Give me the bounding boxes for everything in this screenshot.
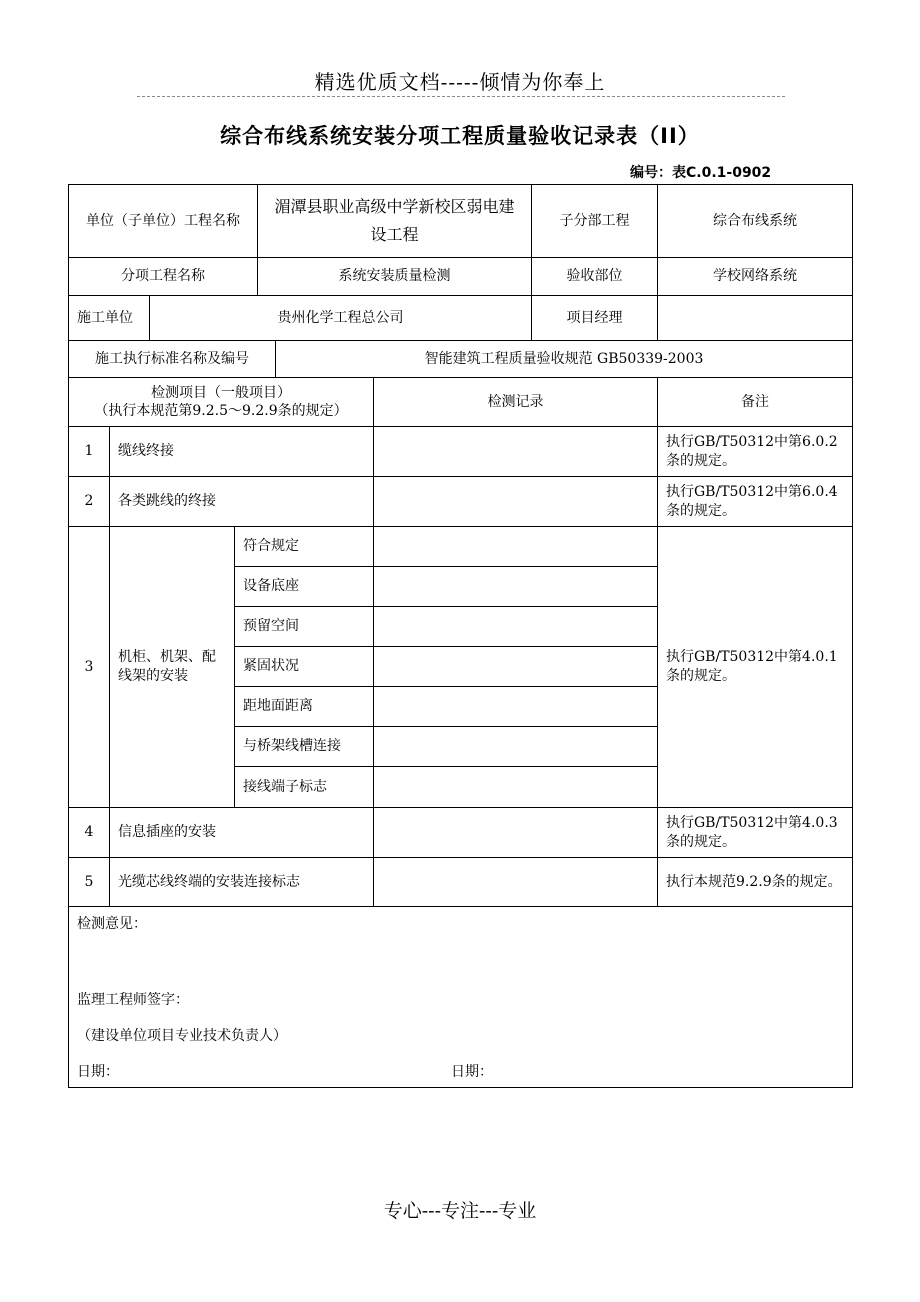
inspection-item-header: 检测项目（一般项目） （执行本规范第9.2.5～9.2.9条的规定） bbox=[68, 377, 374, 427]
row-3-subitem-record[interactable] bbox=[373, 686, 658, 727]
row-5-note: 执行本规范9.2.9条的规定。 bbox=[657, 857, 853, 907]
owner-representative-label: （建设单位项目专业技术负责人） bbox=[77, 1028, 287, 1044]
sub-division-label: 子分部工程 bbox=[531, 184, 658, 258]
opinion-label: 检测意见： bbox=[77, 916, 147, 932]
row-3-subitem: 距地面距离 bbox=[234, 686, 374, 727]
form-title: 综合布线系统安装分项工程质量验收记录表（II） bbox=[220, 124, 700, 148]
supervisor-signature-label: 监理工程师签字： bbox=[77, 992, 189, 1008]
row-1-number: 1 bbox=[68, 426, 110, 477]
row-3-item: 机柜、机架、配线架的安装 bbox=[109, 526, 235, 808]
form-code: 编号：表C.0.1-0902 bbox=[630, 165, 772, 181]
row-3-note: 执行GB/T50312中第4.0.1条的规定。 bbox=[657, 526, 853, 808]
row-5-record[interactable] bbox=[373, 857, 658, 907]
row-3-subitem-record[interactable] bbox=[373, 566, 658, 607]
standard-label: 施工执行标准名称及编号 bbox=[68, 340, 276, 378]
row-2-item: 各类跳线的终接 bbox=[109, 476, 374, 527]
row-3-number: 3 bbox=[68, 526, 110, 808]
page-footer: 专心---专注---专业 bbox=[383, 1200, 537, 1222]
row-3-subitem: 设备底座 bbox=[234, 566, 374, 607]
row-2-record[interactable] bbox=[373, 476, 658, 527]
item-name-value: 系统安装质量检测 bbox=[257, 257, 532, 296]
row-3-subitem: 预留空间 bbox=[234, 606, 374, 647]
row-4-note: 执行GB/T50312中第4.0.3条的规定。 bbox=[657, 807, 853, 858]
contractor-label: 施工单位 bbox=[68, 295, 150, 341]
row-3-subitem: 与桥架线槽连接 bbox=[234, 726, 374, 767]
contractor-value: 贵州化学工程总公司 bbox=[149, 295, 532, 341]
header-divider bbox=[137, 96, 785, 97]
sub-division-value: 综合布线系统 bbox=[657, 184, 853, 258]
date-left-label: 日期： bbox=[77, 1064, 119, 1080]
unit-name-label: 单位（子单位）工程名称 bbox=[68, 184, 258, 258]
row-3-subitem-record[interactable] bbox=[373, 606, 658, 647]
project-manager-value bbox=[657, 295, 853, 341]
row-4-item: 信息插座的安装 bbox=[109, 807, 374, 858]
row-3-subitem-record[interactable] bbox=[373, 526, 658, 567]
row-2-note: 执行GB/T50312中第6.0.4条的规定。 bbox=[657, 476, 853, 527]
row-3-subitem: 接线端子标志 bbox=[234, 766, 374, 808]
row-3-subitem: 符合规定 bbox=[234, 526, 374, 567]
row-1-note: 执行GB/T50312中第6.0.2条的规定。 bbox=[657, 426, 853, 477]
row-3-subitem-record[interactable] bbox=[373, 726, 658, 767]
inspection-opinion-box[interactable] bbox=[68, 906, 853, 1088]
unit-name-value: 湄潭县职业高级中学新校区弱电建设工程 bbox=[257, 184, 532, 258]
item-name-label: 分项工程名称 bbox=[68, 257, 258, 296]
remarks-header: 备注 bbox=[657, 377, 853, 427]
acceptance-part-label: 验收部位 bbox=[531, 257, 658, 296]
row-3-subitem: 紧固状况 bbox=[234, 646, 374, 687]
row-3-subitem-record[interactable] bbox=[373, 646, 658, 687]
row-4-number: 4 bbox=[68, 807, 110, 858]
page-header: 精选优质文档-----倾情为你奉上 bbox=[314, 70, 606, 94]
acceptance-part-value: 学校网络系统 bbox=[657, 257, 853, 296]
row-5-number: 5 bbox=[68, 857, 110, 907]
row-3-subitem-record[interactable] bbox=[373, 766, 658, 808]
inspection-record-header: 检测记录 bbox=[373, 377, 658, 427]
standard-value: 智能建筑工程质量验收规范 GB50339-2003 bbox=[275, 340, 853, 378]
date-right-label: 日期： bbox=[451, 1064, 493, 1080]
row-4-record[interactable] bbox=[373, 807, 658, 858]
row-1-record[interactable] bbox=[373, 426, 658, 477]
row-1-item: 缆线终接 bbox=[109, 426, 374, 477]
row-5-item: 光缆芯线终端的安装连接标志 bbox=[109, 857, 374, 907]
row-2-number: 2 bbox=[68, 476, 110, 527]
project-manager-label: 项目经理 bbox=[531, 295, 658, 341]
